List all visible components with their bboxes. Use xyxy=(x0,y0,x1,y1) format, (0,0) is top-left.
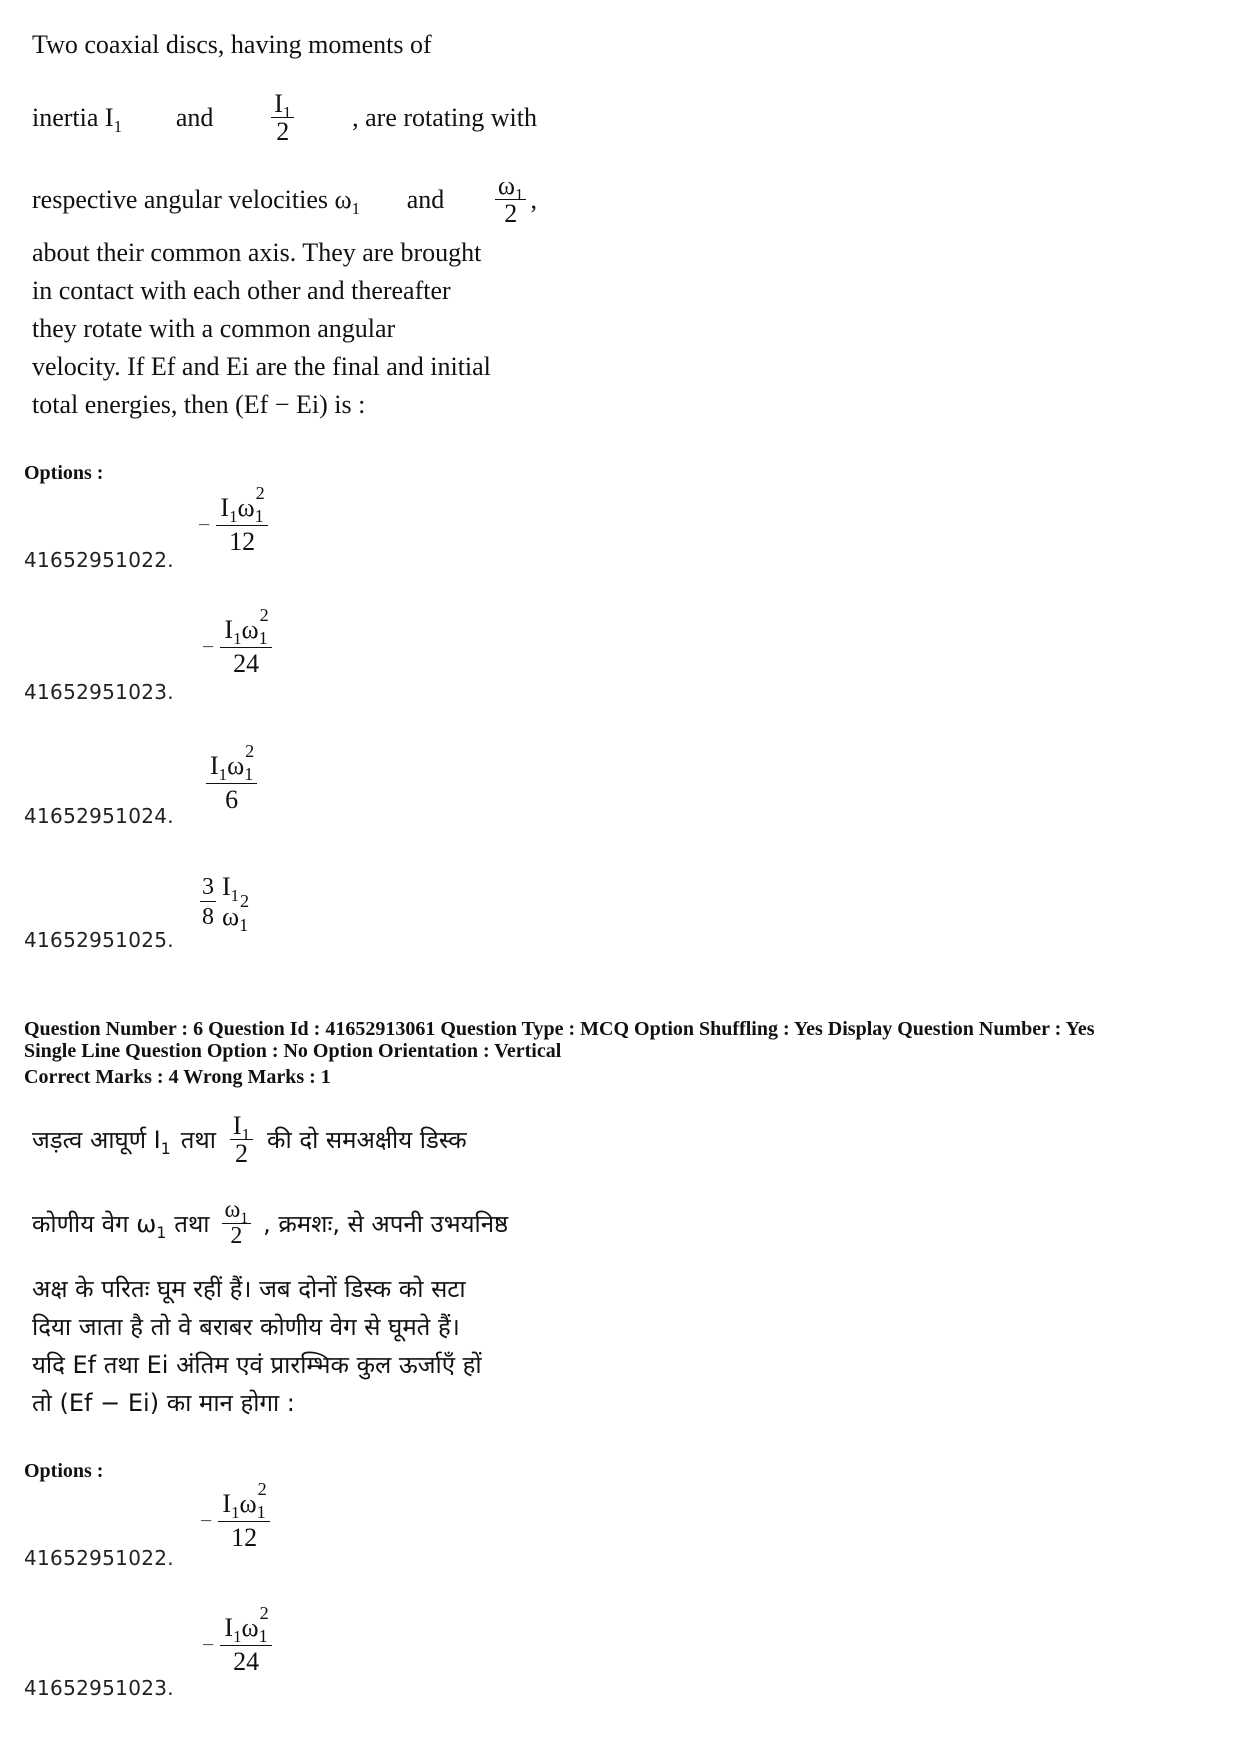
expression-tail: $I_1\omega_1$ 2 xyxy=(222,872,250,936)
question-line xyxy=(32,1112,467,1168)
fraction-denominator: 24 xyxy=(233,648,260,678)
fraction-denominator: 2 xyxy=(230,1223,243,1250)
subscript: 1 xyxy=(160,1140,171,1159)
question-line: about their common axis. They are brought xyxy=(32,238,482,267)
question-line xyxy=(32,1198,508,1249)
fraction xyxy=(220,1603,271,1676)
option-expression xyxy=(200,872,250,936)
option-expression xyxy=(198,483,268,556)
fraction-group xyxy=(491,172,537,228)
fraction xyxy=(222,1198,252,1249)
fraction-numerator: $I_1\omega_1$ 2 xyxy=(216,494,267,526)
question-line xyxy=(32,32,537,58)
text-run: की दो समअक्षीय डिस्क xyxy=(267,1126,467,1155)
fraction-denominator: 2 xyxy=(234,1139,248,1169)
question-line: दिया जाता है तो वे बराबर कोणीय वेग से घूमते हैं। xyxy=(32,1313,460,1341)
minus-sign: − xyxy=(202,1632,215,1658)
text-run: and xyxy=(406,184,445,214)
fraction xyxy=(206,741,257,814)
text-run xyxy=(32,1123,171,1159)
fraction xyxy=(230,1112,253,1168)
fraction xyxy=(495,172,527,228)
fraction-numerator: $I_1$ xyxy=(230,1112,253,1140)
option-id: 41652951024. xyxy=(24,804,174,828)
question-line: total energies, then (Ef − Ei) is : xyxy=(32,390,366,419)
text-run: , xyxy=(530,184,537,214)
fraction-denominator: 2 xyxy=(276,117,290,147)
option-expression xyxy=(202,605,272,678)
question-line xyxy=(32,90,537,146)
minus-sign: − xyxy=(198,512,211,538)
option-id: 41652951025. xyxy=(24,928,174,952)
minus-sign: − xyxy=(202,634,215,660)
text-run: inertia I xyxy=(32,102,114,132)
fraction-numerator: $I_1\omega_1$ 2 xyxy=(220,616,271,648)
question-meta-line: Question Number : 6 Question Id : 41652913061 Question Type : MCQ Option Shuffling : Yes Display Question Number : Yes xyxy=(24,1018,1095,1040)
text-run: तथा xyxy=(174,1210,210,1239)
question-line-text: Two coaxial discs, having moments of xyxy=(32,30,432,59)
question-line: तो (Ef − Ei) का मान होगा : xyxy=(32,1389,295,1417)
fraction-numerator: $I_1\omega_1$ 2 xyxy=(206,752,257,784)
option-id: 41652951023. xyxy=(24,1676,174,1700)
question-line xyxy=(32,316,537,342)
options-label: Options : xyxy=(24,462,104,484)
fraction-numerator: $I_1$ xyxy=(271,90,294,118)
question-line xyxy=(32,172,537,228)
option-id: 41652951023. xyxy=(24,680,174,704)
question-line: in contact with each other and thereafter xyxy=(32,276,451,305)
question-line: यदि Ef तथा Ei अंतिम एवं प्रारम्भिक कुल ऊर्जाएँ हों xyxy=(32,1351,482,1379)
text-run: , are rotating with xyxy=(352,102,537,132)
question-line: velocity. If Ef and Ei are the final and initial xyxy=(32,352,491,381)
option-id: 41652951022. xyxy=(24,1546,174,1570)
question-meta-line: Single Line Question Option : No Option Orientation : Vertical xyxy=(24,1040,562,1062)
fraction-denominator: 8 xyxy=(202,903,214,930)
coefficient-fraction xyxy=(200,874,216,930)
fraction xyxy=(220,605,271,678)
text-run: तथा xyxy=(180,1126,216,1155)
marks-line: Correct Marks : 4 Wrong Marks : 1 xyxy=(24,1066,331,1088)
fraction-numerator: $I_1\omega_1$ 2 xyxy=(220,1614,271,1646)
option-expression xyxy=(206,741,257,814)
fraction-numerator: $\omega_1$ xyxy=(495,172,527,200)
question-line: अक्ष के परितः घूम रहीं हैं। जब दोनों डिस्क को सटा xyxy=(32,1275,466,1303)
fraction xyxy=(271,90,294,146)
fraction xyxy=(218,1479,269,1552)
text-run xyxy=(32,184,361,218)
subscript: 1 xyxy=(351,198,361,218)
fraction-denominator: 6 xyxy=(225,784,239,814)
option-expression xyxy=(202,1603,272,1676)
fraction xyxy=(216,483,267,556)
text-run: कोणीय वेग ω xyxy=(32,1210,157,1239)
option-expression xyxy=(200,1479,270,1552)
text-run xyxy=(32,1207,166,1240)
subscript: 1 xyxy=(156,1223,167,1242)
text-run: and xyxy=(175,102,214,132)
text-run: जड़त्व आघूर्ण I xyxy=(32,1126,161,1155)
fraction-numerator: $\omega_1$ xyxy=(222,1198,252,1224)
fraction-denominator: 24 xyxy=(233,1646,260,1676)
options-label: Options : xyxy=(24,1460,104,1482)
fraction-numerator: 3 xyxy=(202,874,214,901)
text-run: , क्रमशः, से अपनी उभयनिष्ठ xyxy=(263,1210,509,1239)
question-line-text: they rotate with a common angular xyxy=(32,314,396,343)
fraction-denominator: 12 xyxy=(231,1522,258,1552)
subscript: 1 xyxy=(113,116,123,136)
fraction-denominator: 12 xyxy=(229,526,256,556)
fraction-numerator: $I_1\omega_1$ 2 xyxy=(218,1490,269,1522)
fraction-denominator: 2 xyxy=(504,199,518,229)
text-run: respective angular velocities ω xyxy=(32,184,352,214)
text-run xyxy=(32,102,123,136)
option-id: 41652951022. xyxy=(24,548,174,572)
minus-sign: − xyxy=(200,1508,213,1534)
